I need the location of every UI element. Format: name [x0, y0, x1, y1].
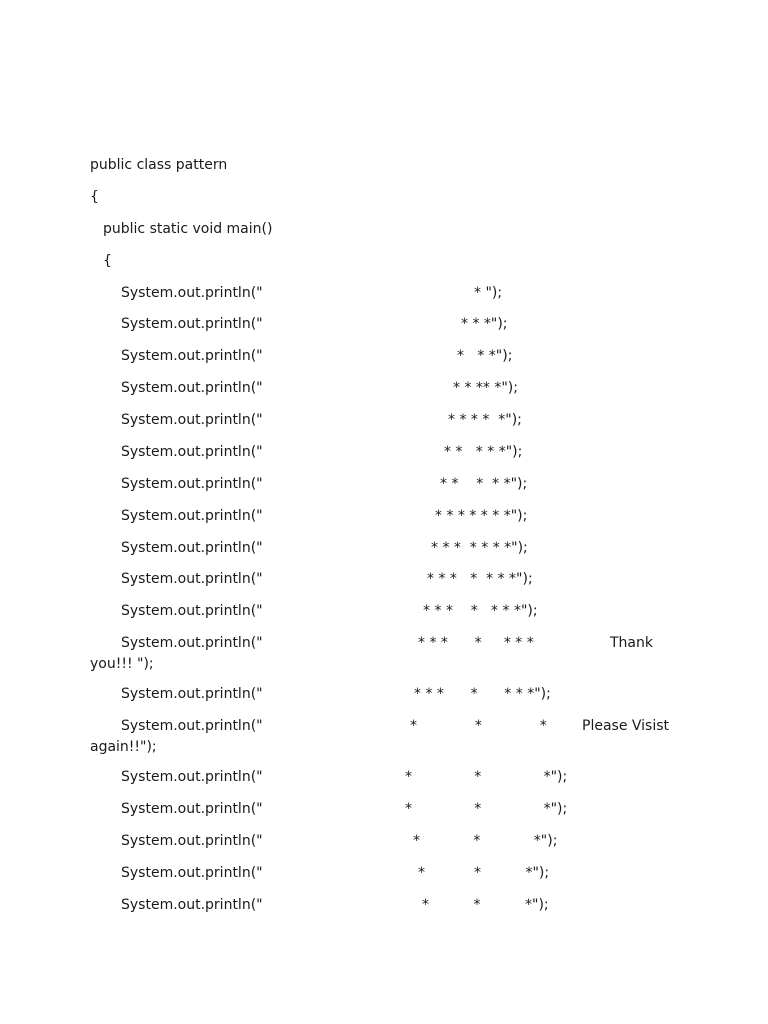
- pattern-stars: * * * * * * *");: [435, 508, 528, 524]
- pattern-stars: * * *");: [405, 769, 568, 785]
- wrapped-continuation: you!!! ");: [90, 656, 154, 672]
- pattern-stars: * * * * * * *");: [414, 686, 551, 702]
- pattern-stars: * * * * * * *: [418, 635, 534, 651]
- pattern-stars: * * * * * * *");: [423, 603, 538, 619]
- println-prefix: System.out.println(": [121, 540, 263, 556]
- println-prefix: System.out.println(": [121, 508, 263, 524]
- println-prefix: System.out.println(": [121, 444, 263, 460]
- pattern-stars: * * *: [410, 718, 547, 734]
- println-prefix: System.out.println(": [121, 718, 263, 734]
- println-prefix: System.out.println(": [121, 571, 263, 587]
- println-prefix: System.out.println(": [121, 603, 263, 619]
- pattern-stars: * * *");: [413, 833, 558, 849]
- pattern-stars: * * ** *");: [453, 380, 518, 396]
- pattern-stars: * ");: [474, 285, 503, 301]
- println-prefix: System.out.println(": [121, 635, 263, 651]
- pattern-stars: * * *");: [422, 897, 549, 913]
- pattern-stars: * * * * *");: [444, 444, 523, 460]
- println-prefix: System.out.println(": [121, 897, 263, 913]
- pattern-stars: * * *");: [418, 865, 550, 881]
- class-declaration-line: public class pattern: [90, 157, 228, 173]
- pattern-stars: * * * * *");: [448, 412, 522, 428]
- println-prefix: System.out.println(": [121, 316, 263, 332]
- wrapped-continuation: again!!");: [90, 739, 157, 755]
- println-prefix: System.out.println(": [121, 801, 263, 817]
- pattern-stars: * * * * * * *");: [427, 571, 533, 587]
- println-prefix: System.out.println(": [121, 476, 263, 492]
- println-prefix: System.out.println(": [121, 348, 263, 364]
- pattern-stars: * * *");: [461, 316, 508, 332]
- open-brace-line: {: [103, 253, 112, 269]
- please-visit-text: Please Visist: [582, 718, 670, 734]
- thank-text: Thank: [610, 635, 653, 651]
- pattern-stars: * * *");: [457, 348, 513, 364]
- println-prefix: System.out.println(": [121, 285, 263, 301]
- pattern-stars: * * * * * * *");: [431, 540, 528, 556]
- println-prefix: System.out.println(": [121, 769, 263, 785]
- println-prefix: System.out.println(": [121, 865, 263, 881]
- pattern-stars: * * * * *");: [440, 476, 528, 492]
- println-prefix: System.out.println(": [121, 833, 263, 849]
- open-brace-line: {: [90, 189, 99, 205]
- main-method-line: public static void main(): [103, 221, 273, 237]
- println-prefix: System.out.println(": [121, 380, 263, 396]
- println-prefix: System.out.println(": [121, 412, 263, 428]
- pattern-stars: * * *");: [405, 801, 568, 817]
- println-prefix: System.out.println(": [121, 686, 263, 702]
